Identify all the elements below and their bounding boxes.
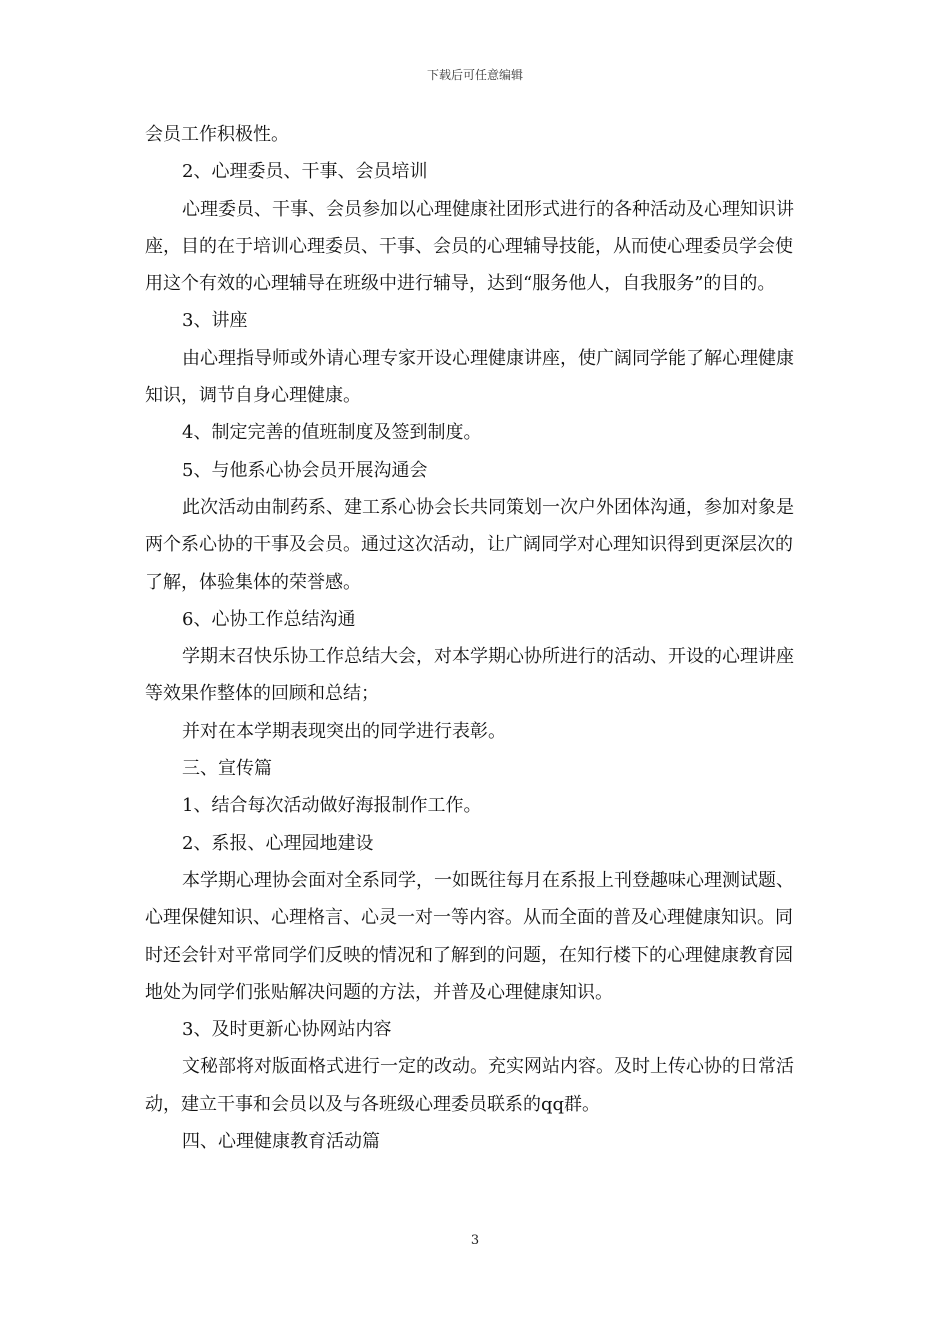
- paragraph-website: 文秘部将对版面格式进行一定的改动。充实网站内容。及时上传心协的日常活动，建立干事和会员以及与各班级心理委员联系的qq群。: [145, 1056, 794, 1115]
- section-4-activities: 四、心理健康教育活动篇: [182, 1131, 380, 1153]
- page-number: 3: [470, 1233, 480, 1248]
- heading-pub-3-website: 3、及时更新心协网站内容: [182, 1019, 392, 1041]
- paragraph-1: 会员工作积极性。: [145, 124, 289, 145]
- heading-4-duty: 4、制定完善的值班制度及签到制度。: [182, 422, 482, 444]
- heading-2-training: 2、心理委员、干事、会员培训: [182, 161, 428, 183]
- heading-5-exchange: 5、与他系心协会员开展沟通会: [182, 459, 428, 481]
- section-3-publicity: 三、宣传篇: [182, 758, 272, 780]
- paragraph-training: 心理委员、干事、会员参加以心理健康社团形式进行的各种活动及心理知识讲座，目的在于培训心理委员、干事、会员的心理辅导技能，从而使心理委员学会使用这个有效的心理辅导在班级中进行辅导，达到“服务他人，自我服务”的目的。: [145, 198, 794, 295]
- paragraph-newsletter: 本学期心理协会面对全系同学，一如既往每月在系报上刊登趣味心理测试题、心理保健知识、心理格言、心灵一对一等内容。从而全面的普及心理健康知识。同时还会针对平常同学们反映的情况和了解到的问题，在知行楼下的心理健康教育园地处为同学们张贴解决问题的方法，并普及心理健康知识。: [145, 869, 794, 1003]
- page-header: 下载后可任意编辑: [426, 68, 523, 82]
- paragraph-commend: 并对在本学期表现突出的同学进行表彰。: [182, 720, 506, 742]
- heading-pub-1-poster: 1、结合每次活动做好海报制作工作。: [182, 795, 482, 817]
- heading-3-lecture: 3、讲座: [182, 310, 248, 332]
- heading-6-summary: 6、心协工作总结沟通: [182, 608, 356, 630]
- paragraph-exchange: 此次活动由制药系、建工系心协会长共同策划一次户外团体沟通，参加对象是两个系心协的干事及会员。通过这次活动，让广阔同学对心理知识得到更深层次的了解，体验集体的荣誉感。: [145, 496, 794, 593]
- paragraph-lecture: 由心理指导师或外请心理专家开设心理健康讲座，使广阔同学能了解心理健康知识，调节自身心理健康。: [145, 347, 794, 407]
- document-body: [145, 116, 810, 1160]
- heading-pub-2-newsletter: 2、系报、心理园地建设: [182, 832, 374, 854]
- paragraph-summary: 学期末召快乐协工作总结大会，对本学期心协所进行的活动、开设的心理讲座等效果作整体的回顾和总结；: [145, 646, 794, 705]
